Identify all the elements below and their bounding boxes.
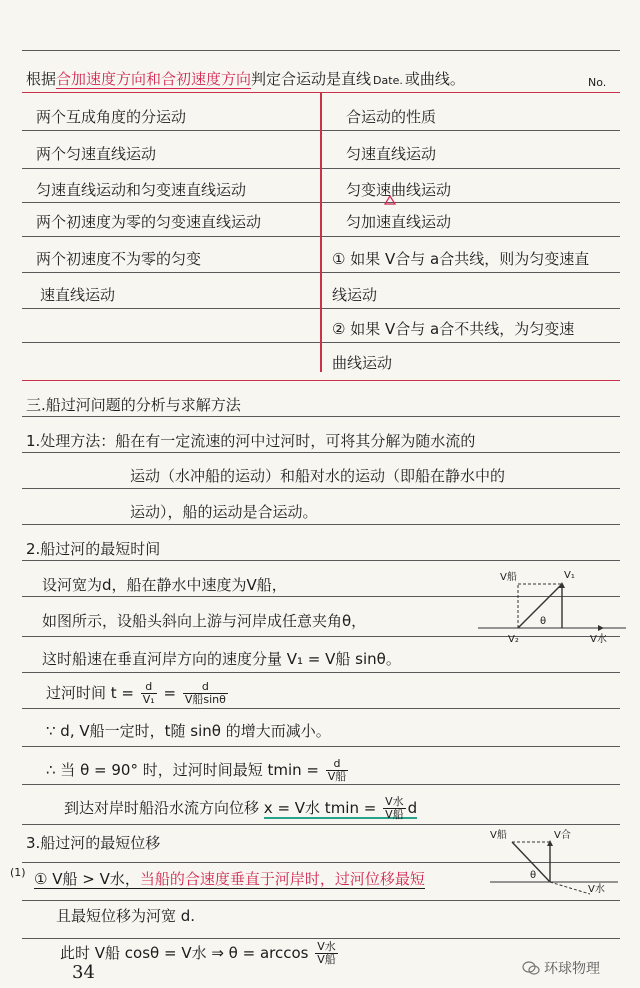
paragraph-line: ∵ d, V船一定时，t随 sinθ 的增大而减小。 — [46, 722, 331, 740]
label-v2: V₂ — [508, 634, 519, 645]
label-v-water: V水 — [588, 884, 605, 895]
no-label: No. — [588, 76, 607, 89]
condition-line: ① V船 > V水，当船的合速度垂直于河岸时，过河位移最短 — [34, 870, 425, 888]
label-v-boat: V船 — [490, 830, 507, 841]
fraction: $\frac{\text{V水}}{\text{V船}}$ — [317, 940, 336, 966]
ruled-line — [22, 746, 620, 747]
table-right-row: 线运动 — [332, 286, 378, 304]
paragraph-line: 且最短位移为河宽 d. — [56, 907, 196, 925]
watermark — [522, 958, 600, 978]
therefore-line: ∴ 当 θ = 90° 时，过河时间最短 tmin = $\frac{d}{\text{V船}}$ — [46, 757, 347, 783]
fraction: $\frac{d}{\text{V船sinθ}}$ — [184, 680, 226, 706]
header-pre: 根据 — [26, 70, 57, 88]
displacement-formula: x = V水 tmin = $\frac{\text{V水}}{\text{V船}}$ d — [263, 795, 418, 821]
label-v1: V₁ — [564, 570, 575, 581]
ruled-line — [22, 900, 620, 901]
wechat-icon — [522, 961, 540, 975]
page-number: 34 — [72, 962, 95, 983]
table-left-row: 两个互成角度的分运动 — [36, 108, 187, 126]
table-left-row: 速直线运动 — [40, 286, 116, 304]
v-water-arrow — [550, 882, 590, 894]
subsection-title: 2.船过河的最短时间 — [26, 540, 161, 558]
ruled-line-red — [22, 380, 620, 381]
table-right-row: ② 如果 V合与 a合不共线，为匀变速 — [332, 320, 575, 338]
ruled-line — [22, 50, 620, 51]
header-post: 判定合运动是直线 — [251, 70, 372, 88]
label-v-total: V合 — [554, 830, 571, 841]
ruled-line — [22, 672, 620, 673]
header-sentence — [26, 70, 465, 90]
date-label: Date. — [373, 74, 403, 87]
label-v-boat: V船 — [500, 572, 517, 583]
paragraph-line: 运动），船的运动是合运动。 — [130, 503, 318, 521]
label-v-water: V水 — [590, 634, 607, 645]
margin-mark: (1) — [10, 866, 26, 879]
arrowhead — [559, 582, 565, 588]
ruled-line — [22, 708, 620, 709]
paragraph-line: 1.处理方法：船在有一定流速的河中过河时，可将其分解为随水流的 — [26, 432, 476, 450]
watermark-text: 环球物理 — [544, 961, 600, 977]
table-right-row: 匀加速直线运动 — [346, 213, 452, 231]
table-left-row: 两个初速度不为零的匀变 — [36, 250, 202, 268]
fraction: $\frac{\text{V水}}{\text{V船}}$ — [385, 795, 404, 821]
paragraph-line: 运动（水冲船的运动）和船对水的运动（即船在静水中的 — [130, 467, 506, 485]
table-divider — [320, 92, 322, 372]
table-right-row: 合运动的性质 — [346, 108, 437, 126]
label-theta: θ — [540, 616, 547, 627]
subsection-title: 3.船过河的最短位移 — [26, 834, 161, 852]
displacement-line: 到达对岸时船沿水流方向位移 x = V水 tmin = $\frac{\text{V水}}{\text{V船}}$ d — [64, 795, 418, 821]
table-right-row: 曲线运动 — [332, 354, 393, 372]
table-left-row: 匀速直线运动和匀变速直线运动 — [36, 181, 247, 199]
ruled-line — [22, 560, 620, 561]
fraction: $\frac{d}{\text{V船}}$ — [327, 757, 347, 783]
ruled-line — [22, 452, 620, 453]
table-right-row: ① 如果 V合与 a合共线，则为匀变速直 — [332, 250, 590, 268]
time-formula: 过河时间 t = $\frac{d}{\text{V₁}}$ = $\frac{d}{\text{V船sinθ}}$ — [46, 680, 226, 706]
table-left-row: 两个匀速直线运动 — [36, 145, 157, 163]
arrowhead — [547, 840, 553, 846]
caret-mark — [385, 196, 395, 204]
velocity-diagram-1 — [478, 566, 628, 646]
paragraph-line: 如图所示，设船头斜向上游与河岸成任意夹角θ， — [42, 612, 367, 630]
ruled-line — [22, 488, 620, 489]
ruled-line — [22, 784, 620, 785]
section-title: 三.船过河问题的分析与求解方法 — [26, 396, 241, 414]
velocity-diagram-2 — [490, 826, 620, 896]
ruled-line — [22, 824, 620, 825]
header-red-phrase: 合加速度方向和合初速度方向 — [56, 70, 252, 88]
paragraph-line: 这时船速在垂直河岸方向的速度分量 V₁ = V船 sinθ。 — [42, 650, 401, 668]
table-left-row: 两个初速度为零的匀变速直线运动 — [36, 213, 262, 231]
arrowhead — [598, 625, 604, 631]
ruled-line — [22, 416, 620, 417]
table-right-row: 匀速直线运动 — [346, 145, 437, 163]
paragraph-line: 设河宽为d，船在静水中速度为V船， — [42, 576, 287, 594]
ruled-line — [22, 938, 620, 939]
arccos-line: 此时 V船 cosθ = V水 ⇒ θ = arccos $\frac{\text{V水}}{\text{V船}}$ — [60, 940, 336, 966]
fraction: $\frac{d}{\text{V₁}}$ — [142, 680, 155, 706]
ruled-line — [22, 524, 620, 525]
header-post2: 或曲线。 — [404, 70, 465, 88]
table-right-row: 匀变速曲线运动 — [346, 181, 452, 199]
label-theta: θ — [530, 870, 537, 881]
